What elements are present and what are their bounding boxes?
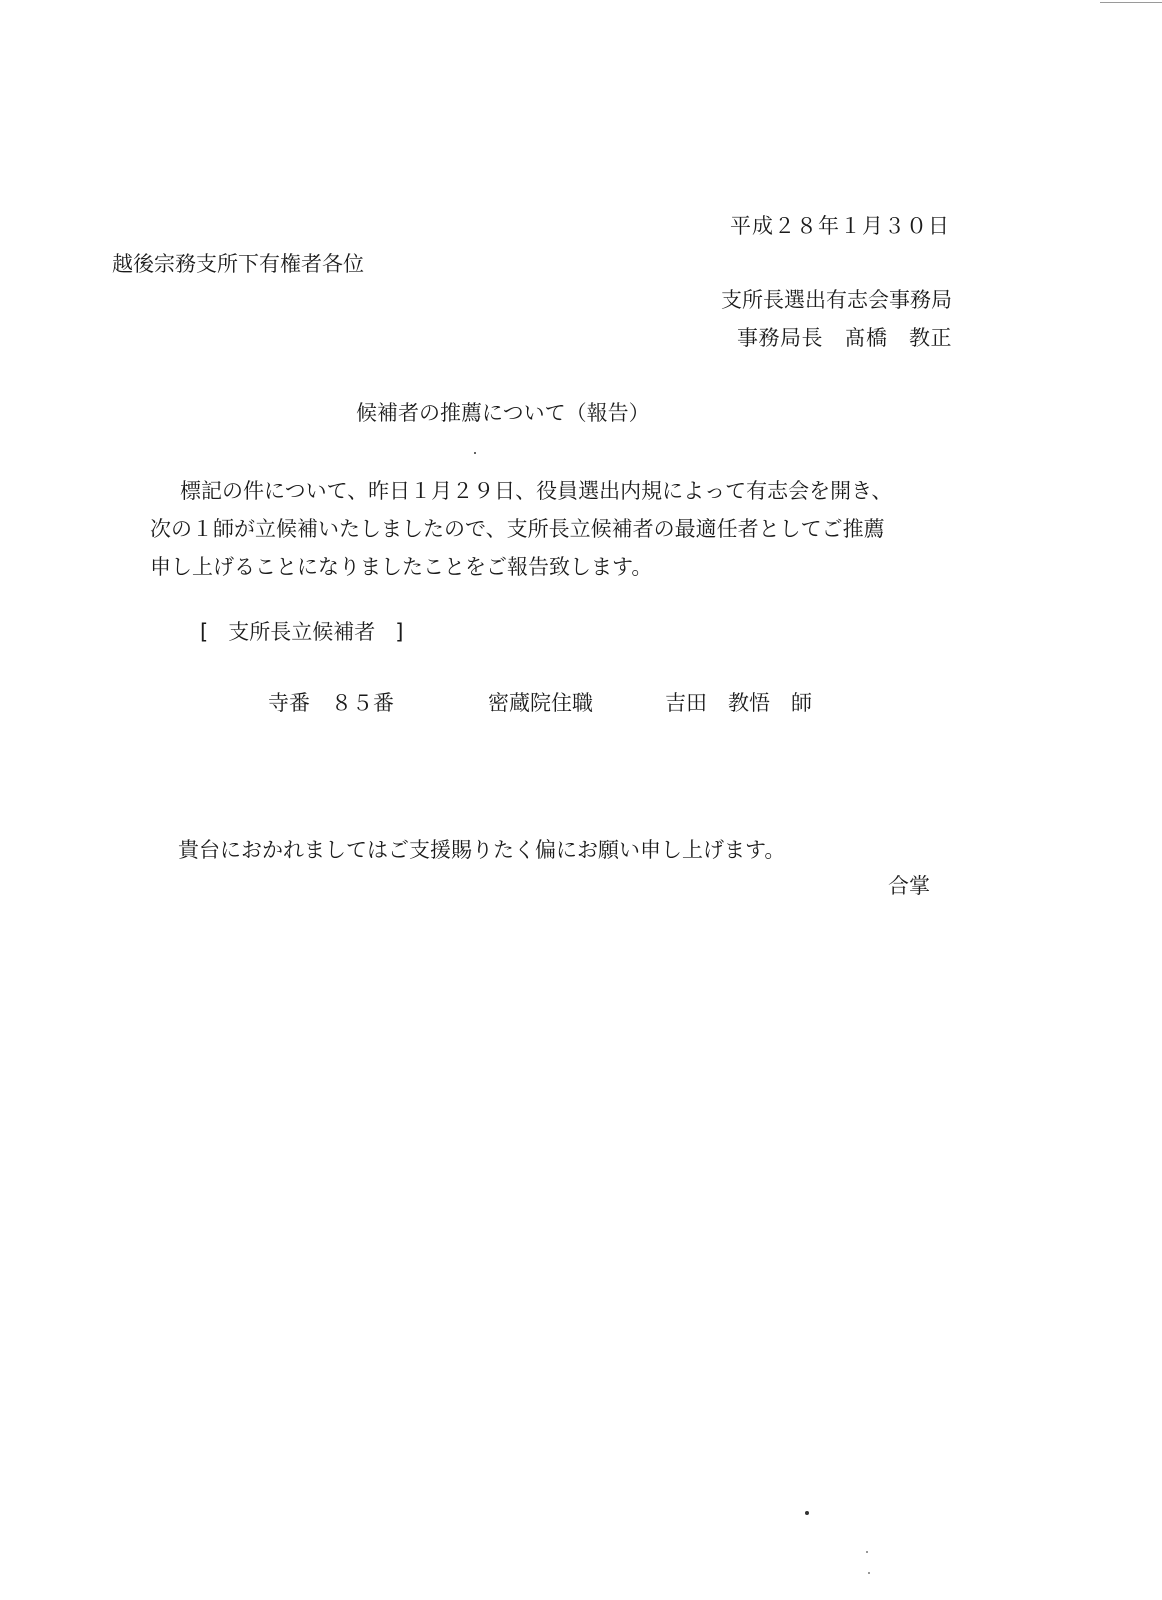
body-line: 申し上げることになりましたことをご報告致します。: [150, 555, 653, 579]
body-line: 標記の件について、昨日１月２９日、役員選出内規によって有志会を開き、: [180, 479, 893, 503]
scan-speck: [805, 1511, 809, 1515]
bracket-open: [: [200, 620, 209, 644]
candidate-name: 吉田 教悟 師: [665, 691, 812, 715]
scan-speck: [474, 452, 476, 454]
candidate-heading: [200, 622, 403, 643]
letter-body: [150, 472, 950, 586]
candidate-temple-number: 寺番 ８５番: [268, 691, 394, 715]
sender-person: 事務局長 髙橋 教正: [737, 326, 952, 350]
body-line: 次の１師が立候補いたしましたので、支所長立候補者の最適任者としてご推薦: [150, 517, 885, 541]
bracket-close: ]: [395, 620, 404, 644]
sender-organization: 支所長選出有志会事務局: [721, 288, 952, 312]
closing-word: 合掌: [888, 874, 930, 898]
letter-date: 平成２８年１月３０日: [730, 214, 950, 238]
candidate-heading-label: 支所長立候補者: [228, 620, 376, 644]
closing-request: 貴台におかれましてはご支援賜りたく偏にお願い申し上げます。: [178, 838, 786, 862]
scan-speck: [868, 1572, 870, 1574]
candidate-temple-role: 密蔵院住職: [488, 691, 593, 715]
letter-subject: 候補者の推薦について（報告）: [356, 401, 650, 425]
scan-edge-line: [1100, 2, 1162, 3]
scan-speck: [866, 1551, 868, 1553]
addressee: 越後宗務支所下有権者各位: [112, 252, 364, 276]
